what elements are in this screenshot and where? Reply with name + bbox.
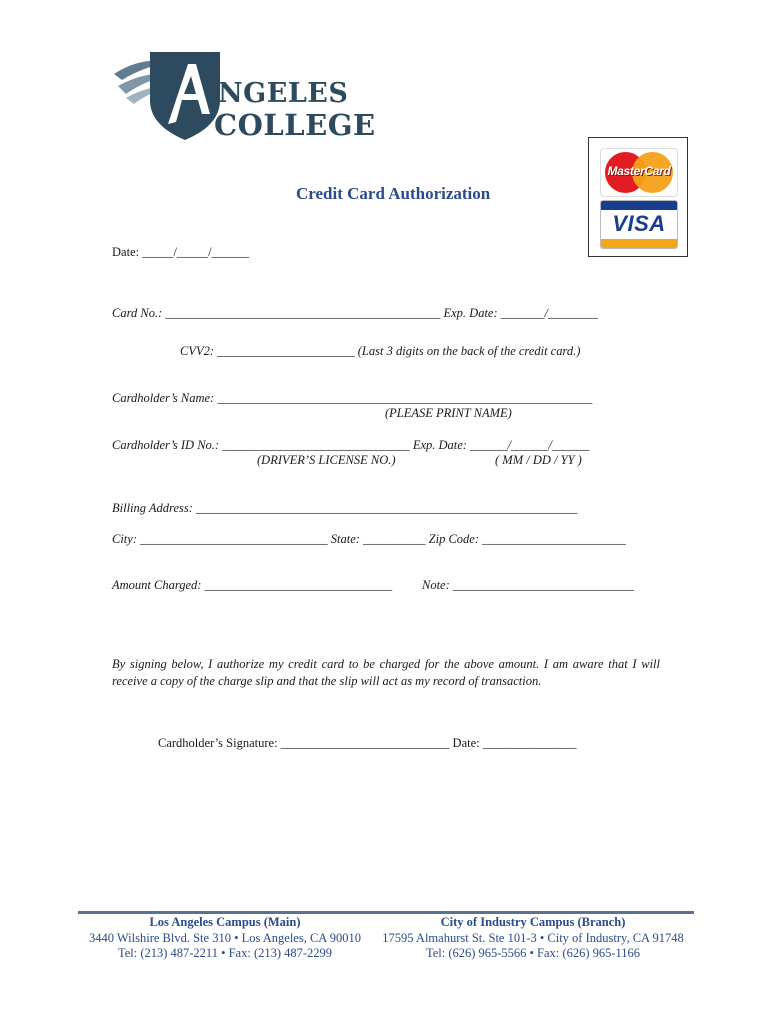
mastercard-logo: MasterCard xyxy=(600,148,678,197)
footer-branch-campus xyxy=(372,915,694,962)
logo-line-1: NGELES xyxy=(218,78,349,109)
footer-main-campus xyxy=(80,915,370,962)
branch-campus-address: 17595 Almahurst St. Ste 101-3 • City of Industry, CA 91748 xyxy=(382,930,684,945)
accepted-cards-box xyxy=(588,137,688,257)
note-field[interactable]: Note: _____________________________ xyxy=(422,578,635,592)
authorization-statement: By signing below, I authorize my credit card to be charged for the above amount. I am aware that I will receive a copy of the charge slip and that the slip will act as my record of transaction. xyxy=(112,657,660,688)
branch-campus-heading: City of Industry Campus (Branch) xyxy=(440,915,626,929)
page-title: Credit Card Authorization xyxy=(296,184,491,203)
card-number-field[interactable]: Card No.: ____________________________________________ Exp. Date: _______/________ xyxy=(112,306,598,320)
city-state-zip-field[interactable]: City: ______________________________ State: __________ Zip Code: _______________________ xyxy=(112,532,626,546)
amount-charged-field[interactable]: Amount Charged: ______________________________ xyxy=(112,578,393,592)
exp-date-hint: ( MM / DD / YY ) xyxy=(495,453,582,467)
billing-address-field[interactable]: Billing Address: _____________________________________________________________ xyxy=(112,501,578,515)
print-name-hint: (PLEASE PRINT NAME) xyxy=(385,406,512,420)
branch-campus-phone: Tel: (626) 965-5566 • Fax: (626) 965-1166 xyxy=(425,946,641,960)
cardholder-name-field[interactable]: Cardholder’s Name: ____________________________________________________________ xyxy=(112,391,593,405)
college-logo xyxy=(112,44,376,144)
footer-divider xyxy=(78,911,694,914)
main-campus-address: 3440 Wilshire Blvd. Ste 310 • Los Angeles, CA 90010 xyxy=(88,930,362,945)
cvv2-field[interactable]: CVV2: ______________________ (Last 3 digits on the back of the credit card.) xyxy=(180,344,581,358)
logo-line-2: COLLEGE xyxy=(214,108,376,142)
date-field[interactable]: Date: _____/_____/______ xyxy=(112,245,250,259)
drivers-license-hint: (DRIVER’S LICENSE NO.) xyxy=(257,453,396,467)
signature-field[interactable]: Cardholder’s Signature: ___________________________ Date: _______________ xyxy=(158,736,577,750)
visa-logo: VISA xyxy=(600,200,678,249)
main-campus-phone: Tel: (213) 487-2211 • Fax: (213) 487-2299 xyxy=(117,946,333,960)
cardholder-id-field[interactable]: Cardholder’s ID No.: ______________________________ Exp. Date: ______/______/______ xyxy=(112,438,590,452)
svg-text:A: A xyxy=(190,106,191,107)
main-campus-heading: Los Angeles Campus (Main) xyxy=(149,915,301,929)
